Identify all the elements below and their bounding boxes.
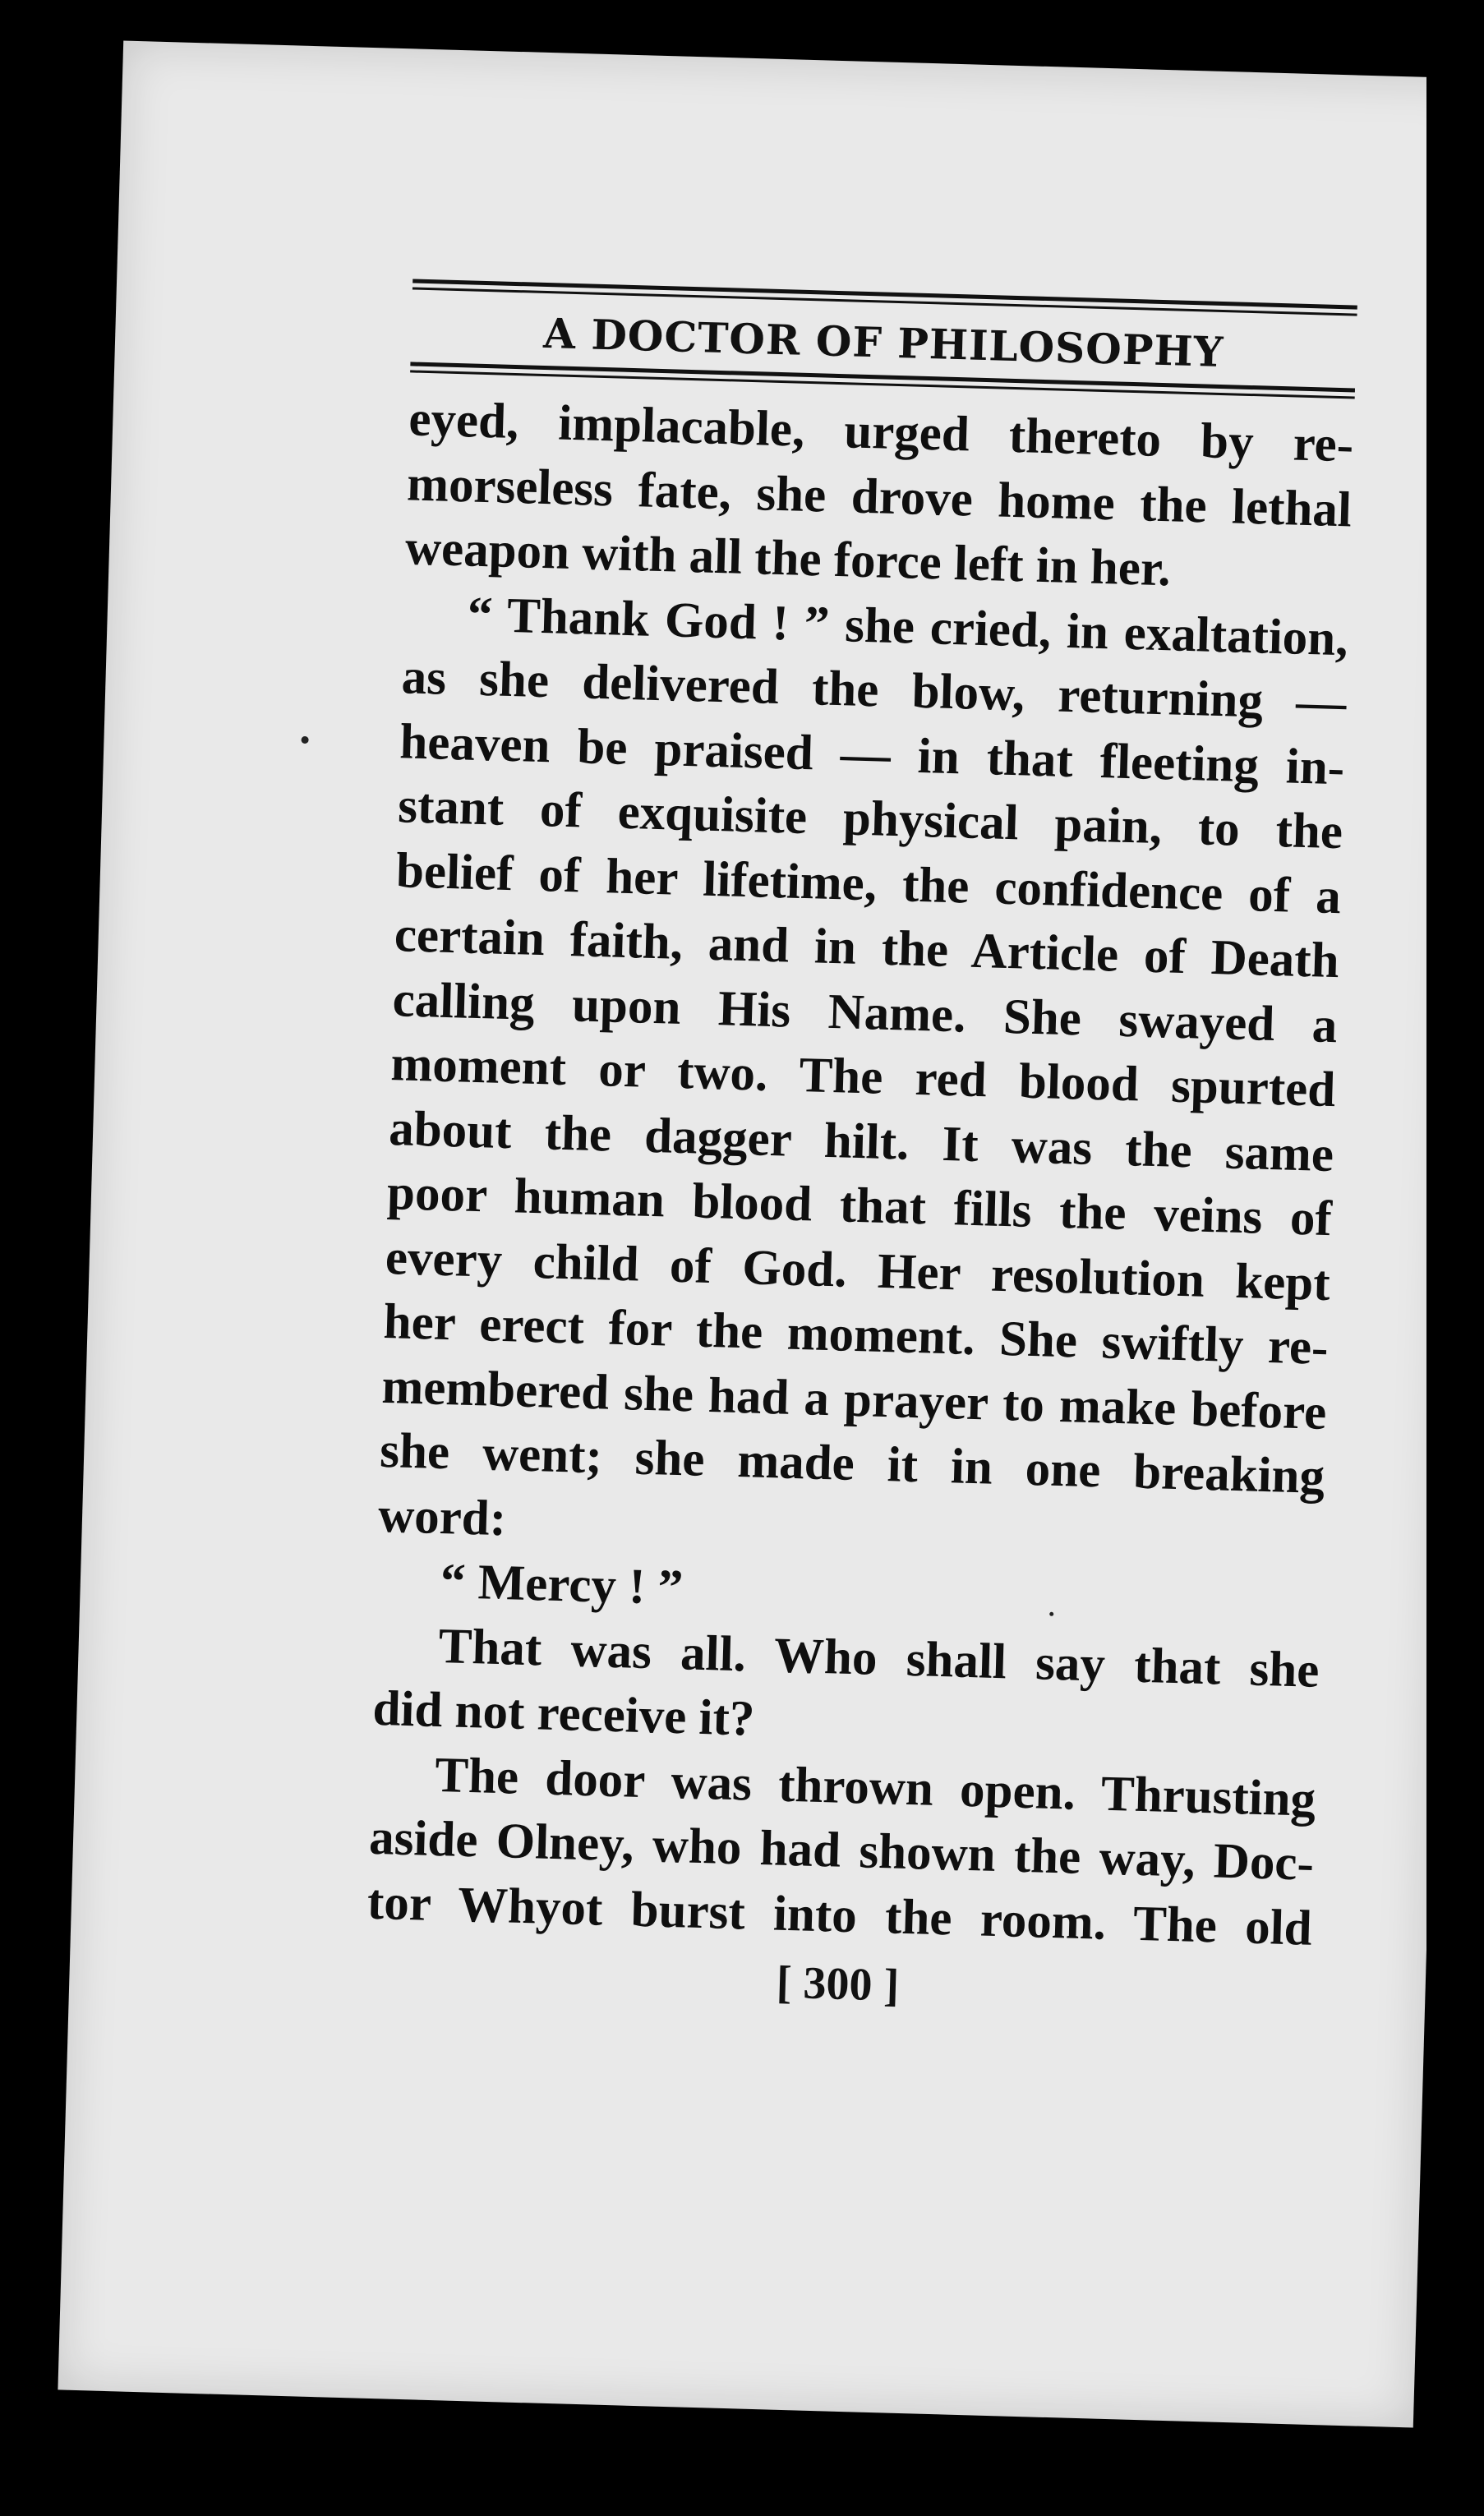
text-line: membered she had a prayer to make before xyxy=(380,1358,1328,1440)
text-line: tor Whyot burst into the room. The old xyxy=(366,1874,1313,1956)
text-line: stant of exquisite physical pain, to the xyxy=(397,778,1343,860)
text-line: her erect for the moment. She swiftly re- xyxy=(382,1293,1330,1376)
page-number: [ 300 ] xyxy=(776,1956,901,2011)
text-line: poor human blood that fills the veins of xyxy=(386,1165,1333,1247)
text-line: heaven be praised — in that fleeting in- xyxy=(399,713,1346,795)
text-line: certain faith, and in the Article of Death xyxy=(394,907,1340,989)
text-line: morseless fate, she drove home the lethal xyxy=(406,455,1353,537)
text-line: every child of God. Her resolution kept xyxy=(385,1229,1331,1311)
book-page xyxy=(58,41,1478,2428)
scan-border-right xyxy=(1426,0,1484,2516)
body-text xyxy=(366,387,1354,1961)
text-line: she went; she made it in one breaking xyxy=(379,1422,1325,1505)
text-line: word: xyxy=(377,1487,508,1546)
text-block xyxy=(365,279,1357,2023)
text-line: eyed, implacable, urged thereto by re- xyxy=(408,391,1355,473)
running-title: A DOCTOR OF PHILOSOPHY xyxy=(542,308,1225,377)
text-line: The door was thrown open. Thrusting xyxy=(434,1747,1316,1827)
text-line: calling upon His Name. She swayed a xyxy=(391,971,1339,1053)
text-line: about the dagger hilt. It was the same xyxy=(388,1100,1334,1182)
text-line: as she delivered the blow, returning — xyxy=(400,649,1348,731)
text-line: did not receive it? xyxy=(371,1680,756,1747)
text-line: weapon with all the force left in her. xyxy=(404,520,1172,597)
text-line: moment or two. The red blood spurted xyxy=(389,1036,1337,1118)
text-line: “ Thank God ! ” she cried, in exaltation, xyxy=(466,586,1349,666)
dust-speck xyxy=(301,736,308,744)
text-line: belief of her lifetime, the confidence of a xyxy=(395,842,1342,924)
text-line: That was all. Who shall say that she xyxy=(437,1618,1320,1698)
dust-speck xyxy=(1049,1612,1053,1616)
text-line: aside Olney, who had shown the way, Doc- xyxy=(368,1809,1315,1892)
text-line: “ Mercy ! ” xyxy=(440,1554,684,1616)
